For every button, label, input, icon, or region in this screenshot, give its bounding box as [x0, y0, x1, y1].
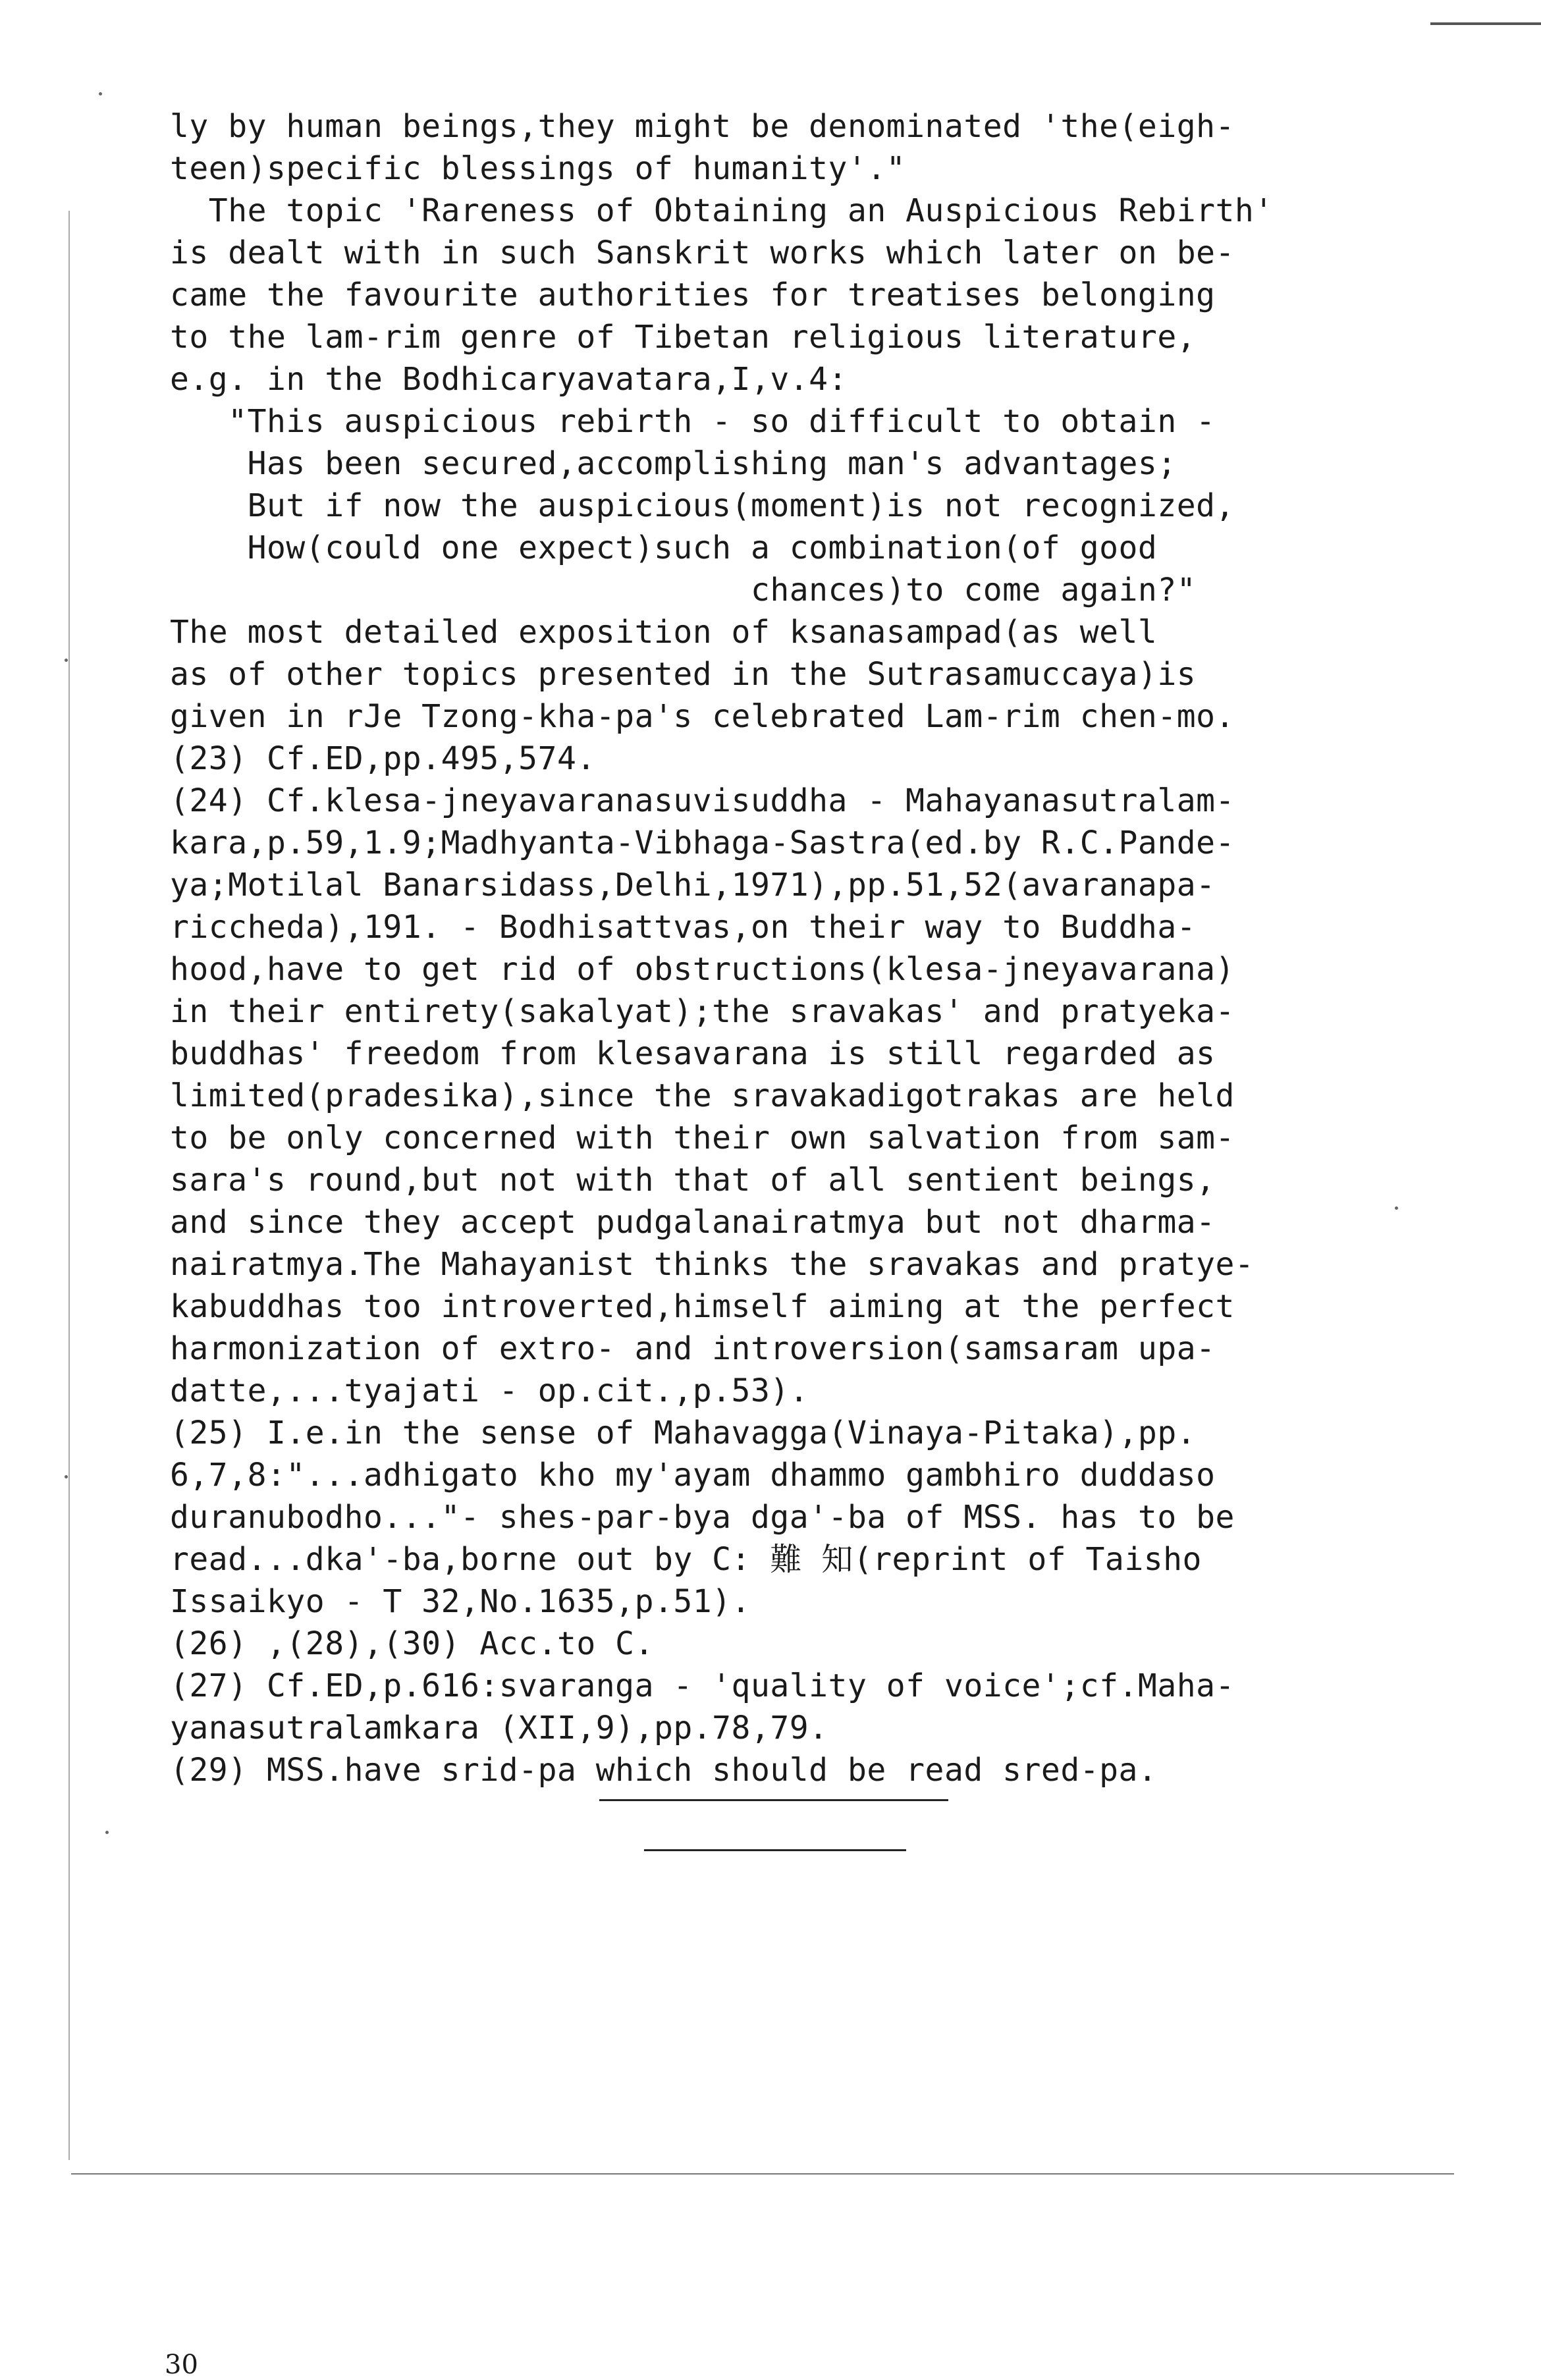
text-line: ly by human beings,they might be denominated 'the(eigh-: [170, 108, 1235, 145]
verse-line: How(could one expect)such a combination(of good: [170, 529, 1158, 566]
footnote-line: read...dka'-ba,borne out by C: 難 知(reprint of Taisho: [170, 1541, 1202, 1578]
footnote-line: kara,p.59,1.9;Madhyanta-Vibhaga-Sastra(ed.by R.C.Pande-: [170, 825, 1235, 861]
text-line: as of other topics presented in the Sutrasamuccaya)is: [170, 656, 1197, 693]
scan-speck: [1395, 1206, 1398, 1210]
footnote-line: Issaikyo - T 32,No.1635,p.51).: [170, 1583, 751, 1620]
footnote-line: duranubodho..."- shes-par-bya dga'-ba of MSS. has to be: [170, 1499, 1235, 1536]
scan-edge-mark: [1430, 22, 1541, 25]
footnote-line: (29) MSS.have srid-pa which should be read sred-pa.: [170, 1752, 1158, 1789]
footnote-line: (26) ,(28),(30) Acc.to C.: [170, 1625, 654, 1662]
text-line: teen)specific blessings of humanity'.": [170, 150, 906, 187]
verse-line: But if now the auspicious(moment)is not recognized,: [170, 487, 1235, 524]
scan-speck: [65, 659, 68, 662]
scan-speck: [105, 1831, 109, 1834]
footnote-line: sara's round,but not with that of all sentient beings,: [170, 1162, 1216, 1199]
footnote-line: harmonization of extro- and introversion(samsaram upa-: [170, 1330, 1216, 1367]
verse-line: chances)to come again?": [170, 572, 1197, 609]
text-line: The most detailed exposition of ksanasampad(as well: [170, 614, 1158, 651]
footnote-line: nairatmya.The Mahayanist thinks the sravakas and pratye-: [170, 1246, 1255, 1283]
footnote-line: yanasutralamkara (XII,9),pp.78,79.: [170, 1710, 828, 1746]
text-line: given in rJe Tzong-kha-pa's celebrated Lam-rim chen-mo.: [170, 698, 1235, 735]
footnote-line: 6,7,8:"...adhigato kho my'ayam dhammo gambhiro duddaso: [170, 1457, 1216, 1494]
scan-speck: [99, 92, 102, 95]
footnote-line: ya;Motilal Banarsidass,Delhi,1971),pp.51,52(avaranapa-: [170, 867, 1216, 904]
footnote-line: (24) Cf.klesa-jneyavaranasuvisuddha - Mahayanasutralam-: [170, 782, 1235, 819]
verse-line: "This auspicious rebirth - so difficult to obtain -: [170, 403, 1216, 440]
footnote-line: limited(pradesika),since the sravakadigotrakas are held: [170, 1077, 1235, 1114]
page-number: 30: [165, 2350, 198, 2380]
footnote-line: to be only concerned with their own salvation from sam-: [170, 1120, 1235, 1156]
text-line: is dealt with in such Sanskrit works which later on be-: [170, 234, 1235, 271]
footnote-line: kabuddhas too introverted,himself aiming at the perfect: [170, 1288, 1235, 1325]
scan-left-edge: [68, 211, 70, 2160]
footnote-line: (23) Cf.ED,pp.495,574.: [170, 740, 596, 777]
section-rule: [599, 1799, 948, 1801]
verse-line: Has been secured,accomplishing man's advantages;: [170, 445, 1177, 482]
text-line: The topic 'Rareness of Obtaining an Auspicious Rebirth': [170, 192, 1274, 229]
scan-speck: [65, 1475, 68, 1478]
footnote-line: riccheda),191. - Bodhisattvas,on their way to Buddha-: [170, 909, 1197, 946]
text-line: came the favourite authorities for treatises belonging: [170, 277, 1216, 313]
footnote-line: and since they accept pudgalanairatmya but not dharma-: [170, 1204, 1216, 1241]
section-rule: [644, 1849, 906, 1851]
footnote-line: buddhas' freedom from klesavarana is still regarded as: [170, 1035, 1216, 1072]
footnote-line: (25) I.e.in the sense of Mahavagga(Vinaya-Pitaka),pp.: [170, 1415, 1197, 1451]
footnote-line: hood,have to get rid of obstructions(klesa-jneyavarana): [170, 951, 1235, 988]
footnote-line: (27) Cf.ED,p.616:svaranga - 'quality of voice';cf.Maha-: [170, 1667, 1235, 1704]
footnote-line: datte,...tyajati - op.cit.,p.53).: [170, 1372, 809, 1409]
text-line: to the lam-rim genre of Tibetan religious literature,: [170, 319, 1197, 356]
footnote-line: in their entirety(sakalyat);the sravakas' and pratyeka-: [170, 993, 1235, 1030]
scan-bottom-edge: [71, 2173, 1454, 2175]
text-line: e.g. in the Bodhicaryavatara,I,v.4:: [170, 361, 848, 398]
